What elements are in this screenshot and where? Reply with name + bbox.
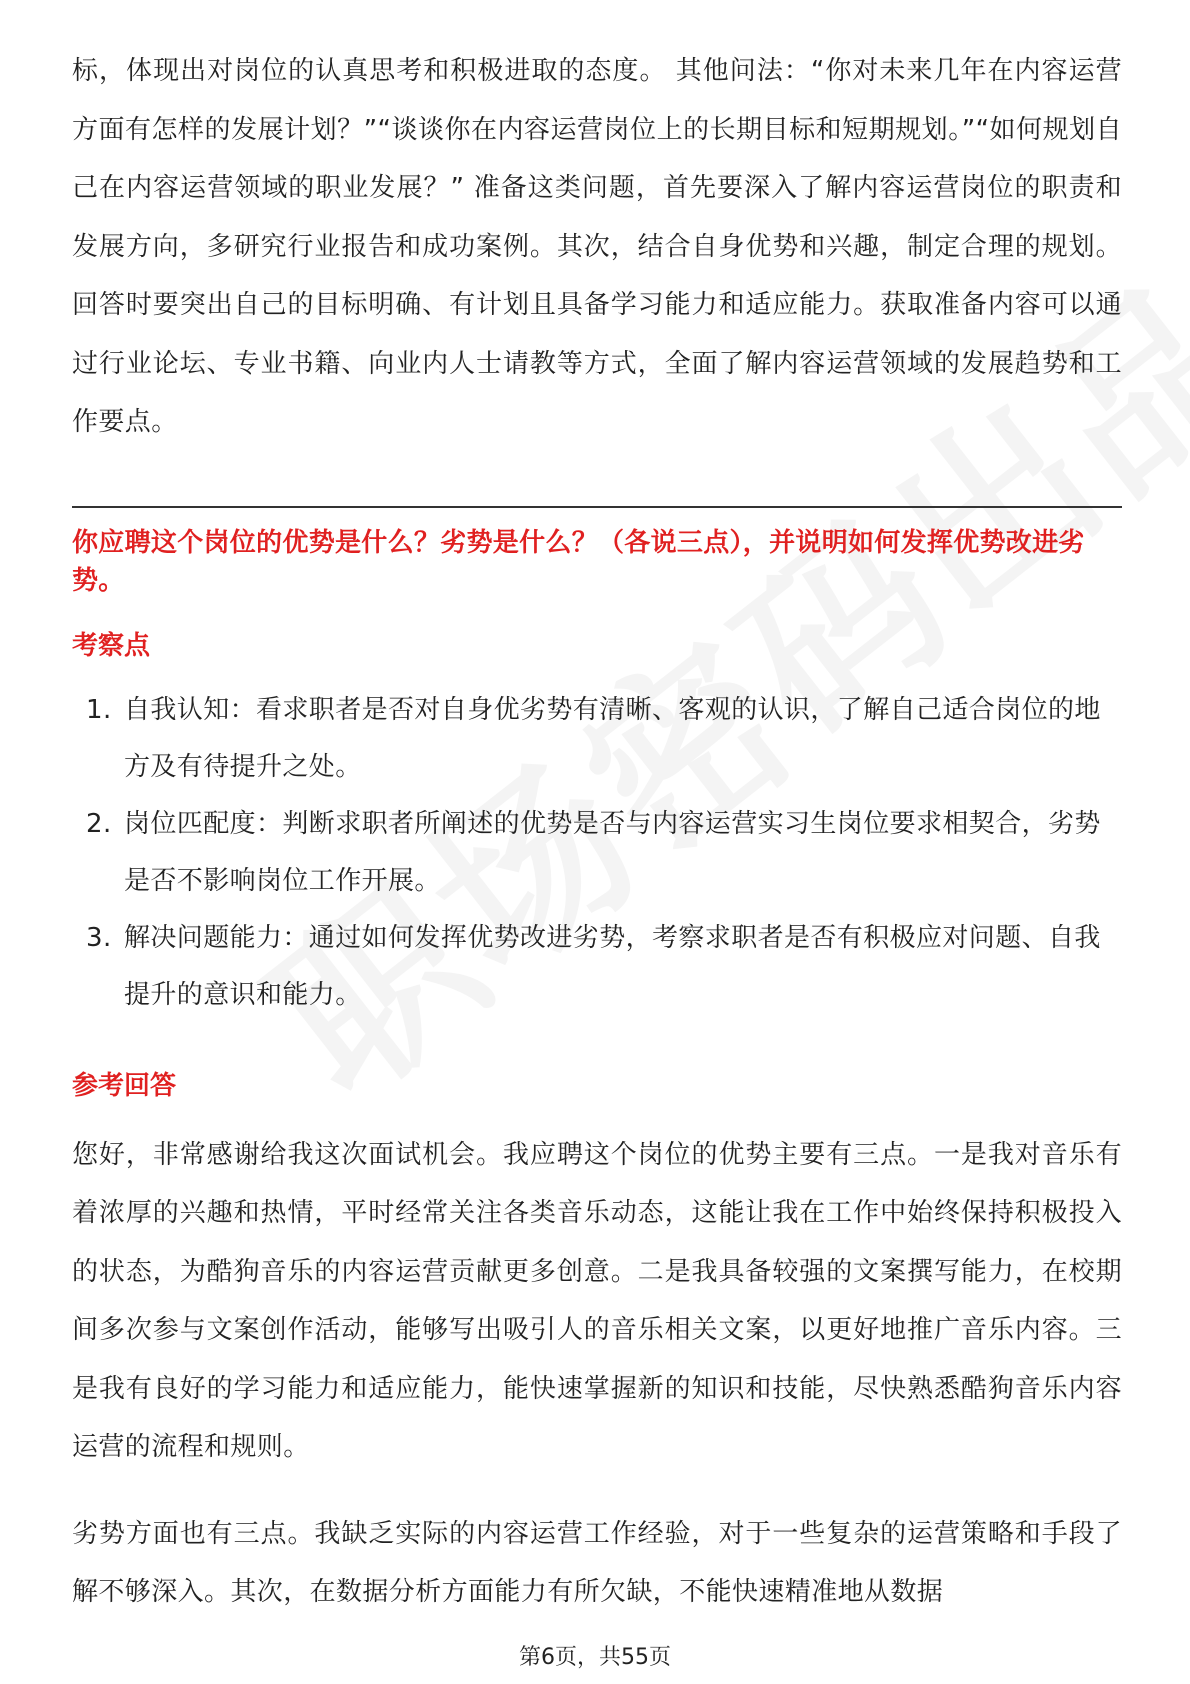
section-divider <box>72 506 1122 508</box>
answer-paragraph-strengths: 您好，非常感谢给我这次面试机会。我应聘这个岗位的优势主要有三点。一是我对音乐有着浓厚的兴趣和热情，平时经常关注各类音乐动态，这能让我在工作中始终保持积极投入的状态，为酷狗音乐的内容运营贡献更多创意。二是我具备较强的文案撰写能力，在校期间多次参与文案创作活动，能够写出吸引人的音乐相关文案，以更好地推广音乐内容。三是我有良好的学习能力和适应能力，能快速掌握新的知识和技能，尽快熟悉酷狗音乐内容运营的流程和规则。 <box>72 1139 1122 1462</box>
inspection-list <box>72 682 1122 1024</box>
page-content <box>72 42 1122 1622</box>
list-item-number: 3. <box>86 922 112 953</box>
page-number-footer: 第6页，共55页 <box>519 1645 671 1670</box>
intro-paragraph: 标，体现出对岗位的认真思考和积极进取的态度。 其他问法：“你对未来几年在内容运营方面有怎样的发展计划？”“谈谈你在内容运营岗位上的长期目标和短期规划。”“如何规划自己在内容运营领域的职业发展？” 准备这类问题，首先要深入了解内容运营岗位的职责和发展方向，多研究行业报告和成功案例。其次，结合自身优势和兴趣，制定合理的规划。回答时要突出自己的目标明确、有计划且具备学习能力和适应能力。获取准备内容可以通过行业论坛、专业书籍、向业内人士请教等方式，全面了解内容运营领域的发展趋势和工作要点。 <box>72 56 1122 437</box>
list-item-number: 2. <box>86 808 112 839</box>
list-item-text: 解决问题能力：通过如何发挥优势改进劣势，考察求职者是否有积极应对问题、自我提升的意识和能力。 <box>124 922 1101 1010</box>
list-item-text: 自我认知：看求职者是否对自身优劣势有清晰、客观的认识，了解自己适合岗位的地方及有待提升之处。 <box>124 694 1101 782</box>
list-item-text: 岗位匹配度：判断求职者所阐述的优势是否与内容运营实习生岗位要求相契合，劣势是否不影响岗位工作开展。 <box>124 808 1101 896</box>
answer-paragraph-weaknesses: 劣势方面也有三点。我缺乏实际的内容运营工作经验，对于一些复杂的运营策略和手段了解不够深入。其次，在数据分析方面能力有所欠缺，不能快速精准地从数据 <box>72 1518 1122 1607</box>
list-item <box>72 796 1122 910</box>
reference-heading: 参考回答 <box>72 1070 177 1101</box>
list-item <box>72 682 1122 796</box>
list-item-number: 1. <box>86 694 112 725</box>
list-item <box>72 910 1122 1024</box>
question-heading: 你应聘这个岗位的优势是什么？劣势是什么？（各说三点），并说明如何发挥优势改进劣势。 <box>72 527 1085 596</box>
inspection-heading: 考察点 <box>72 630 151 661</box>
